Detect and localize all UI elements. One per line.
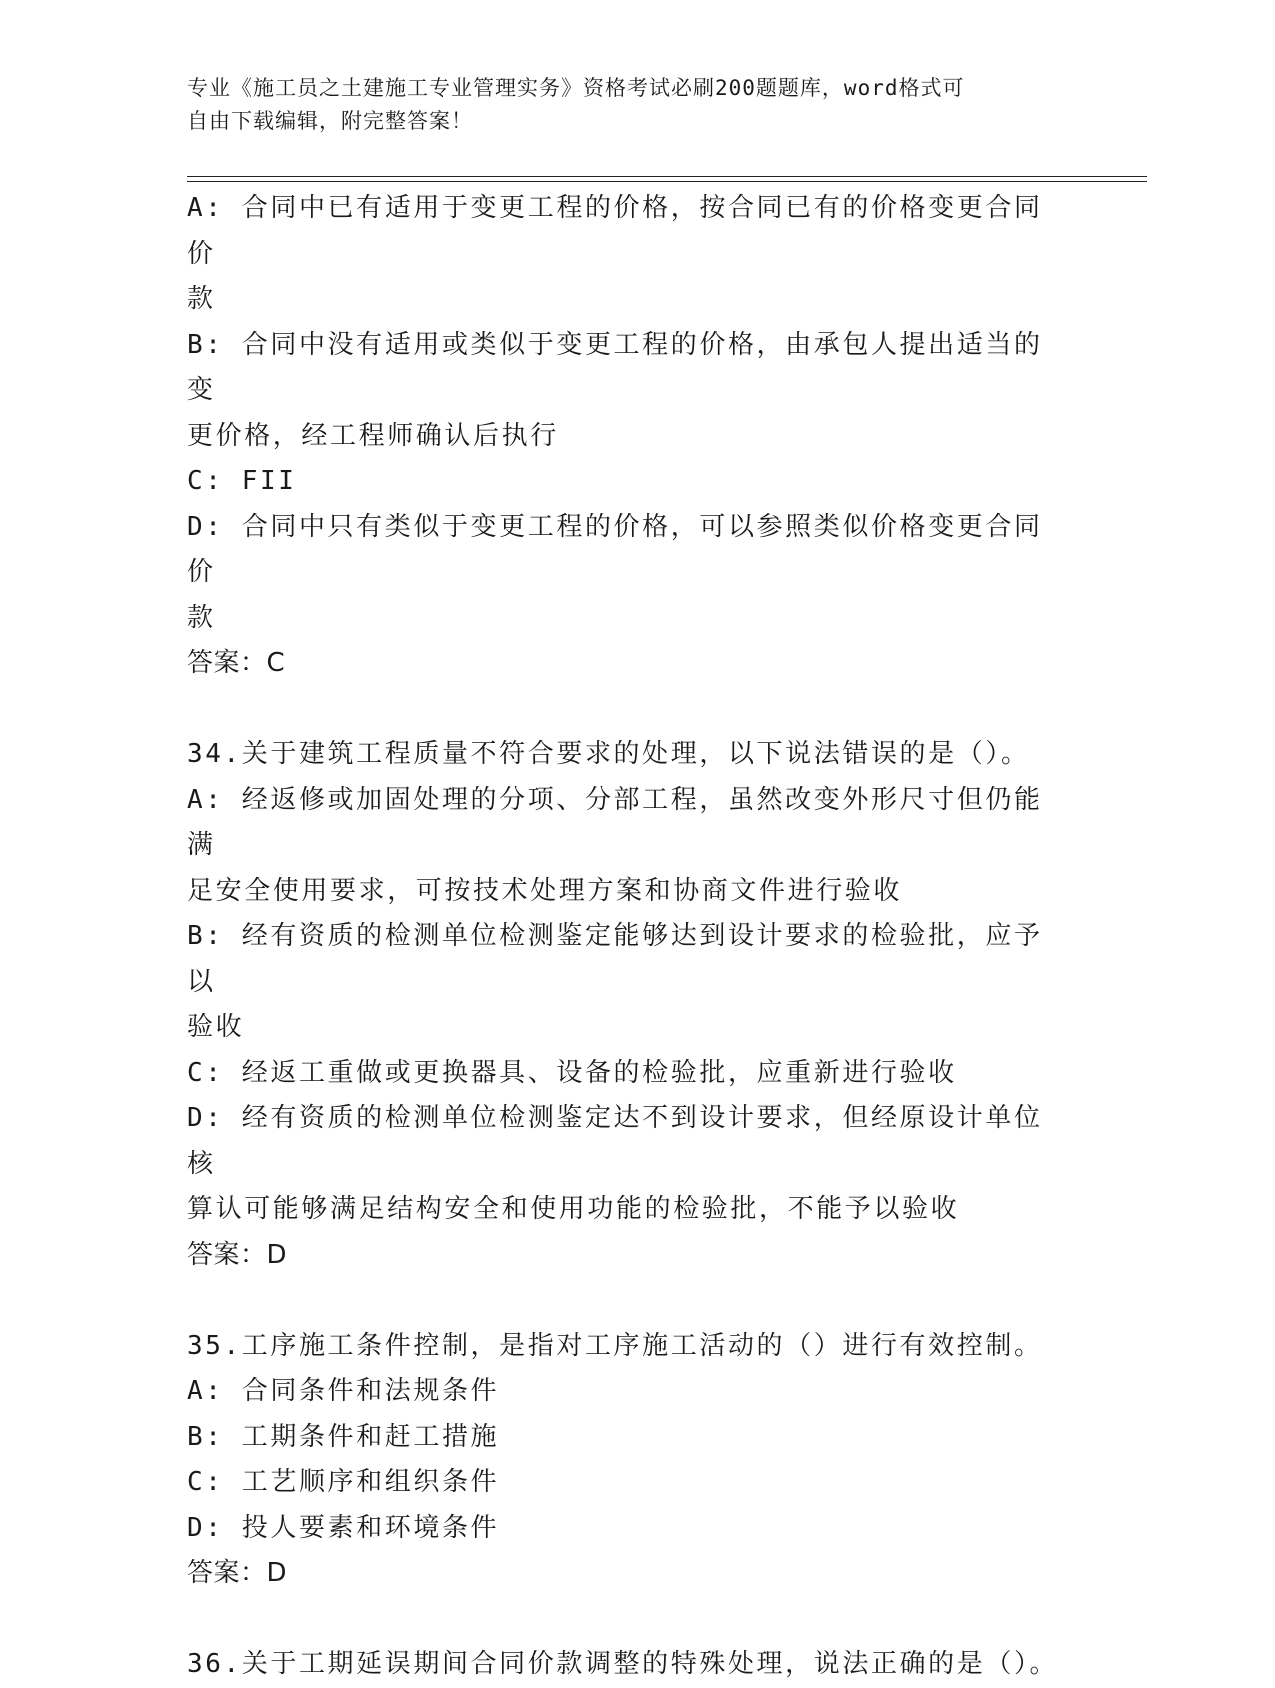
option-b-line-1: B: 合同中没有适用或类似于变更工程的价格，由承包人提出适当的变 (187, 329, 1043, 405)
answer-label: 答案：D (187, 1558, 288, 1588)
spacer (187, 687, 1067, 733)
option-b-line-2: 验收 (187, 1012, 245, 1042)
option-a-line-1: A: 合同中已有适用于变更工程的价格，按合同已有的价格变更合同价 (187, 193, 1043, 269)
option-b-line-2: 更价格，经工程师确认后执行 (187, 420, 559, 451)
answer-label: 答案：D (187, 1239, 288, 1270)
option-d-line-1: D: 合同中只有类似于变更工程的价格，可以参照类似价格变更合同价 (187, 511, 1043, 587)
question-block-36 (187, 1642, 1067, 1688)
header-divider-top (187, 176, 1147, 177)
option-d: D: 投人要素和环境条件 (187, 1512, 500, 1543)
spacer (187, 1597, 1067, 1643)
option-c: C: FII (187, 466, 297, 496)
question-text: 35.工序施工条件控制，是指对工序施工活动的（）进行有效控制。 (187, 1330, 1043, 1361)
question-block-34 (187, 732, 1067, 1278)
header-title-line-2: 自由下载编辑，附完整答案！ (187, 109, 473, 133)
document-header (187, 72, 1067, 138)
option-c: C: 工艺顺序和组织条件 (187, 1467, 500, 1497)
option-d-line-1: D: 经有资质的检测单位检测鉴定达不到设计要求，但经原设计单位核 (187, 1103, 1043, 1179)
header-title-line-1: 专业《施工员之土建施工专业管理实务》资格考试必刷200题题库，word格式可 (187, 76, 965, 100)
document-body (187, 186, 1067, 1688)
option-d-line-2: 款 (187, 602, 216, 633)
answer-label: 答案：C (187, 648, 286, 678)
spacer (187, 1278, 1067, 1324)
option-a-line-1: A: 经返修或加固处理的分项、分部工程，虽然改变外形尺寸但仍能满 (187, 784, 1043, 860)
option-a: A: 合同条件和法规条件 (187, 1376, 500, 1406)
option-b-line-1: B: 经有资质的检测单位检测鉴定能够达到设计要求的检验批，应予以 (187, 921, 1043, 997)
question-text: 34.关于建筑工程质量不符合要求的处理，以下说法错误的是（）。 (187, 739, 1030, 769)
option-c: C: 经返工重做或更换器具、设备的检验批，应重新进行验收 (187, 1057, 957, 1088)
option-a-line-2: 款 (187, 284, 216, 314)
question-block-33 (187, 186, 1067, 687)
option-d-line-2: 算认可能够满足结构安全和使用功能的检验批，不能予以验收 (187, 1194, 960, 1224)
question-text: 36.关于工期延误期间合同价款调整的特殊处理，说法正确的是（）。 (187, 1649, 1059, 1679)
header-divider-bottom (187, 181, 1147, 182)
option-b: B: 工期条件和赶工措施 (187, 1421, 500, 1452)
option-a-line-2: 足安全使用要求，可按技术处理方案和协商文件进行验收 (187, 875, 903, 906)
question-block-35 (187, 1324, 1067, 1597)
